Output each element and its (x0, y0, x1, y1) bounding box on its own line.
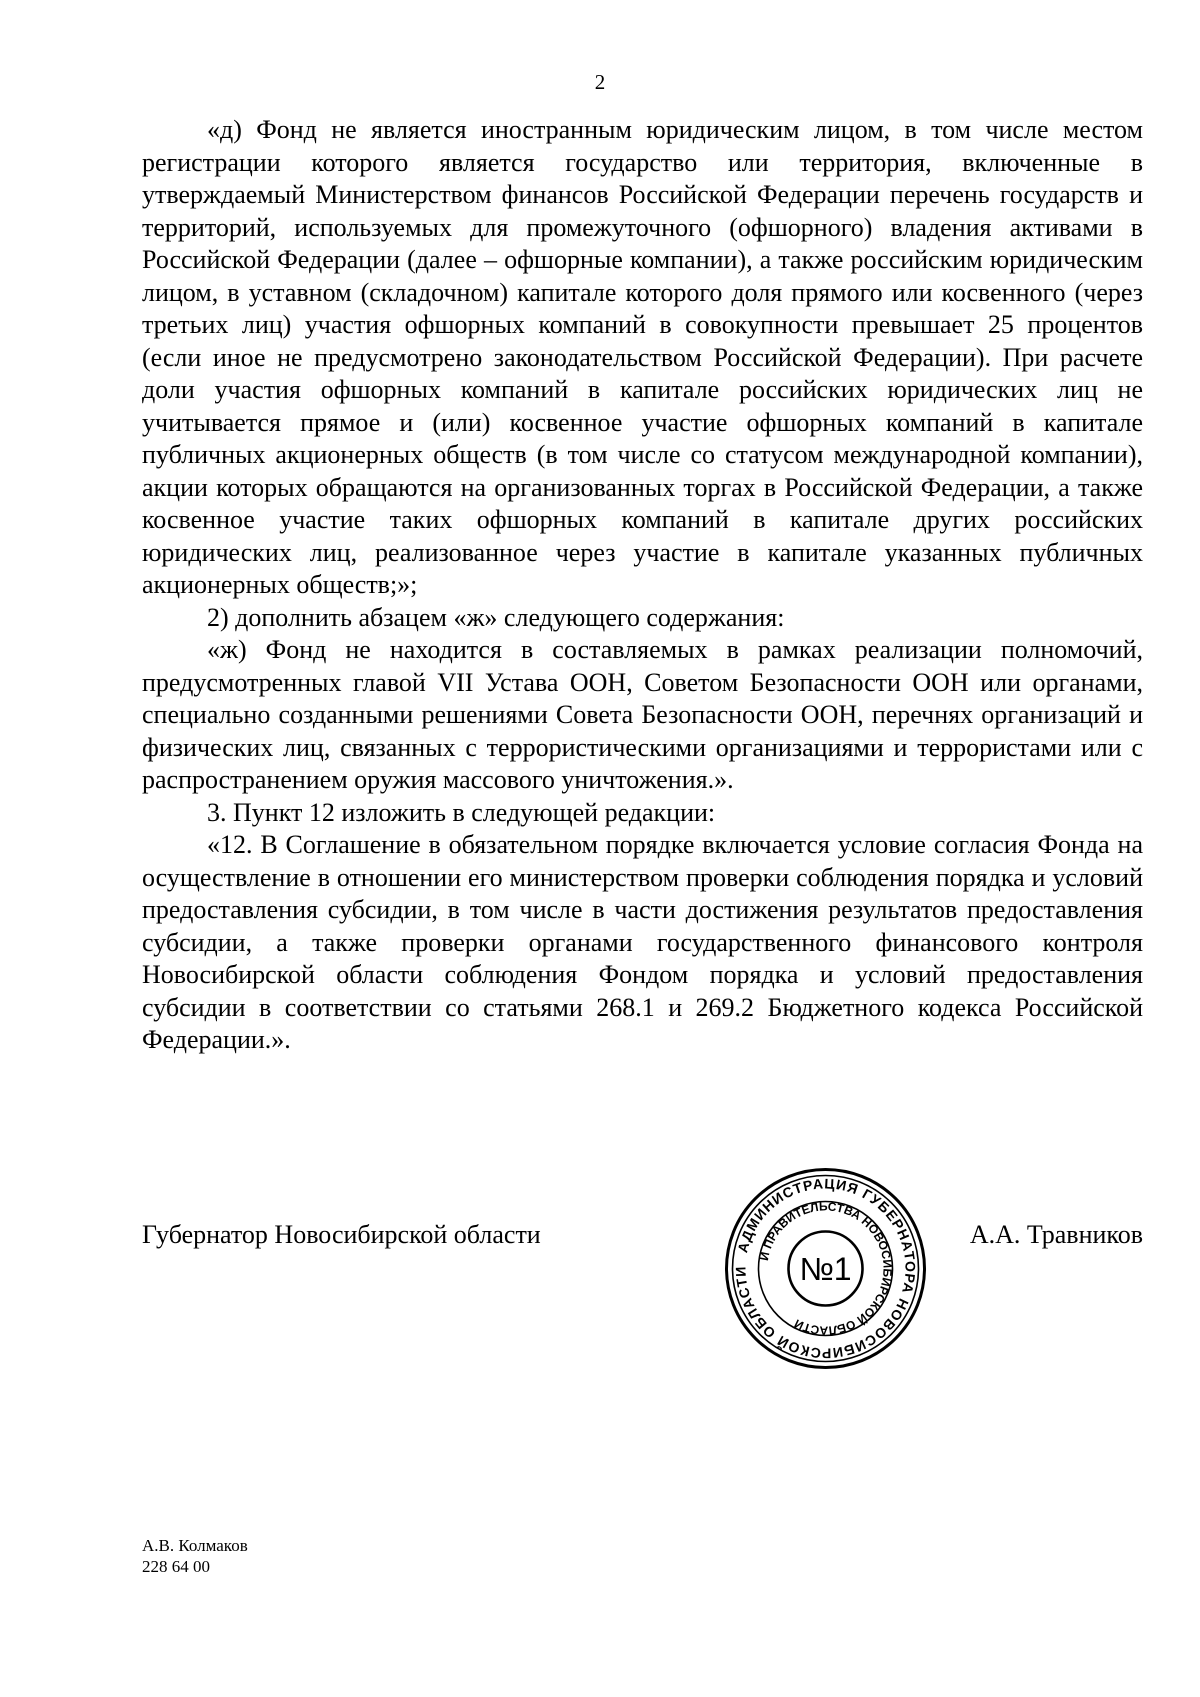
official-seal-stamp (723, 1166, 928, 1371)
signature-position: Губернатор Новосибирской области (142, 1220, 541, 1249)
executor-block (142, 1535, 248, 1577)
paragraph-item-2: 2) дополнить абзацем «ж» следующего содержания: (207, 602, 785, 632)
document-body (142, 114, 1143, 1057)
executor-name: А.В. Колмаков (142, 1536, 248, 1555)
stamp-number: №1 (799, 1251, 852, 1287)
signature-name: А.А. Травников (969, 1220, 1143, 1249)
page-number: 2 (594, 70, 606, 94)
paragraph-clause-12: «12. В Соглашение в обязательном порядке включается условие согласия Фонда на осуществление в отношении его министерством проверки соблюдения порядка и условий предоставления субсидии, в том числе в части достижения результатов предоставления субсидии, а также проверки органами государственного финансового контроля Новосибирской области соблюдения Фондом порядка и условий предоставления субсидии в соответствии со статьями 268.1 и 269.2 Бюджетного кодекса Российской Федерации.». (142, 830, 1143, 1054)
stamp-outer-text: АДМИНИСТРАЦИЯ ГУБЕРНАТОРА НОВОСИБИРСКОЙ ОБЛАСТИ (732, 1175, 919, 1362)
executor-phone: 228 64 00 (142, 1557, 210, 1576)
paragraph-subclause-zh: «ж) Фонд не находится в составляемых в рамках реализации полномочий, предусмотренных главой VII Устава ООН, Советом Безопасности ООН или органами, специально созданными решениями Совета Безопасности ООН, перечнях организаций и физических лиц, связанных с террористическими организациями и террористами или с распространением оружия массового уничтожения.». (142, 635, 1143, 794)
stamp-inner-text: И ПРАВИТЕЛЬСТВА НОВОСИБИРСКОЙ ОБЛАСТИ (757, 1199, 895, 1338)
paragraph-item-3: 3. Пункт 12 изложить в следующей редакции: (207, 797, 716, 827)
paragraph-subclause-d: «д) Фонд не является иностранным юридическим лицом, в том числе местом регистрации которого является государство или территория, включенные в утверждаемый Министерством финансов Российской Федерации перечень государств и территорий, используемых для промежуточного (офшорного) владения активами в Российской Федерации (далее – офшорные компании), а также российским юридическим лицом, в уставном (складочном) капитале которого доля прямого или косвенного (через третьих лиц) участия офшорных компаний в совокупности превышает 25 процентов (если иное не предусмотрено законодательством Российской Федерации). При расчете доли участия офшорных компаний в капитале российских юридических лиц не учитывается прямое и (или) косвенное участие офшорных компаний в капитале публичных акционерных обществ (в том числе со статусом международной компании), акции которых обращаются на организованных торгах в Российской Федерации, а также косвенное участие таких офшорных компаний в капитале других российских юридических лиц, реализованное через участие в капитале указанных публичных акционерных обществ;»; (142, 115, 1143, 599)
